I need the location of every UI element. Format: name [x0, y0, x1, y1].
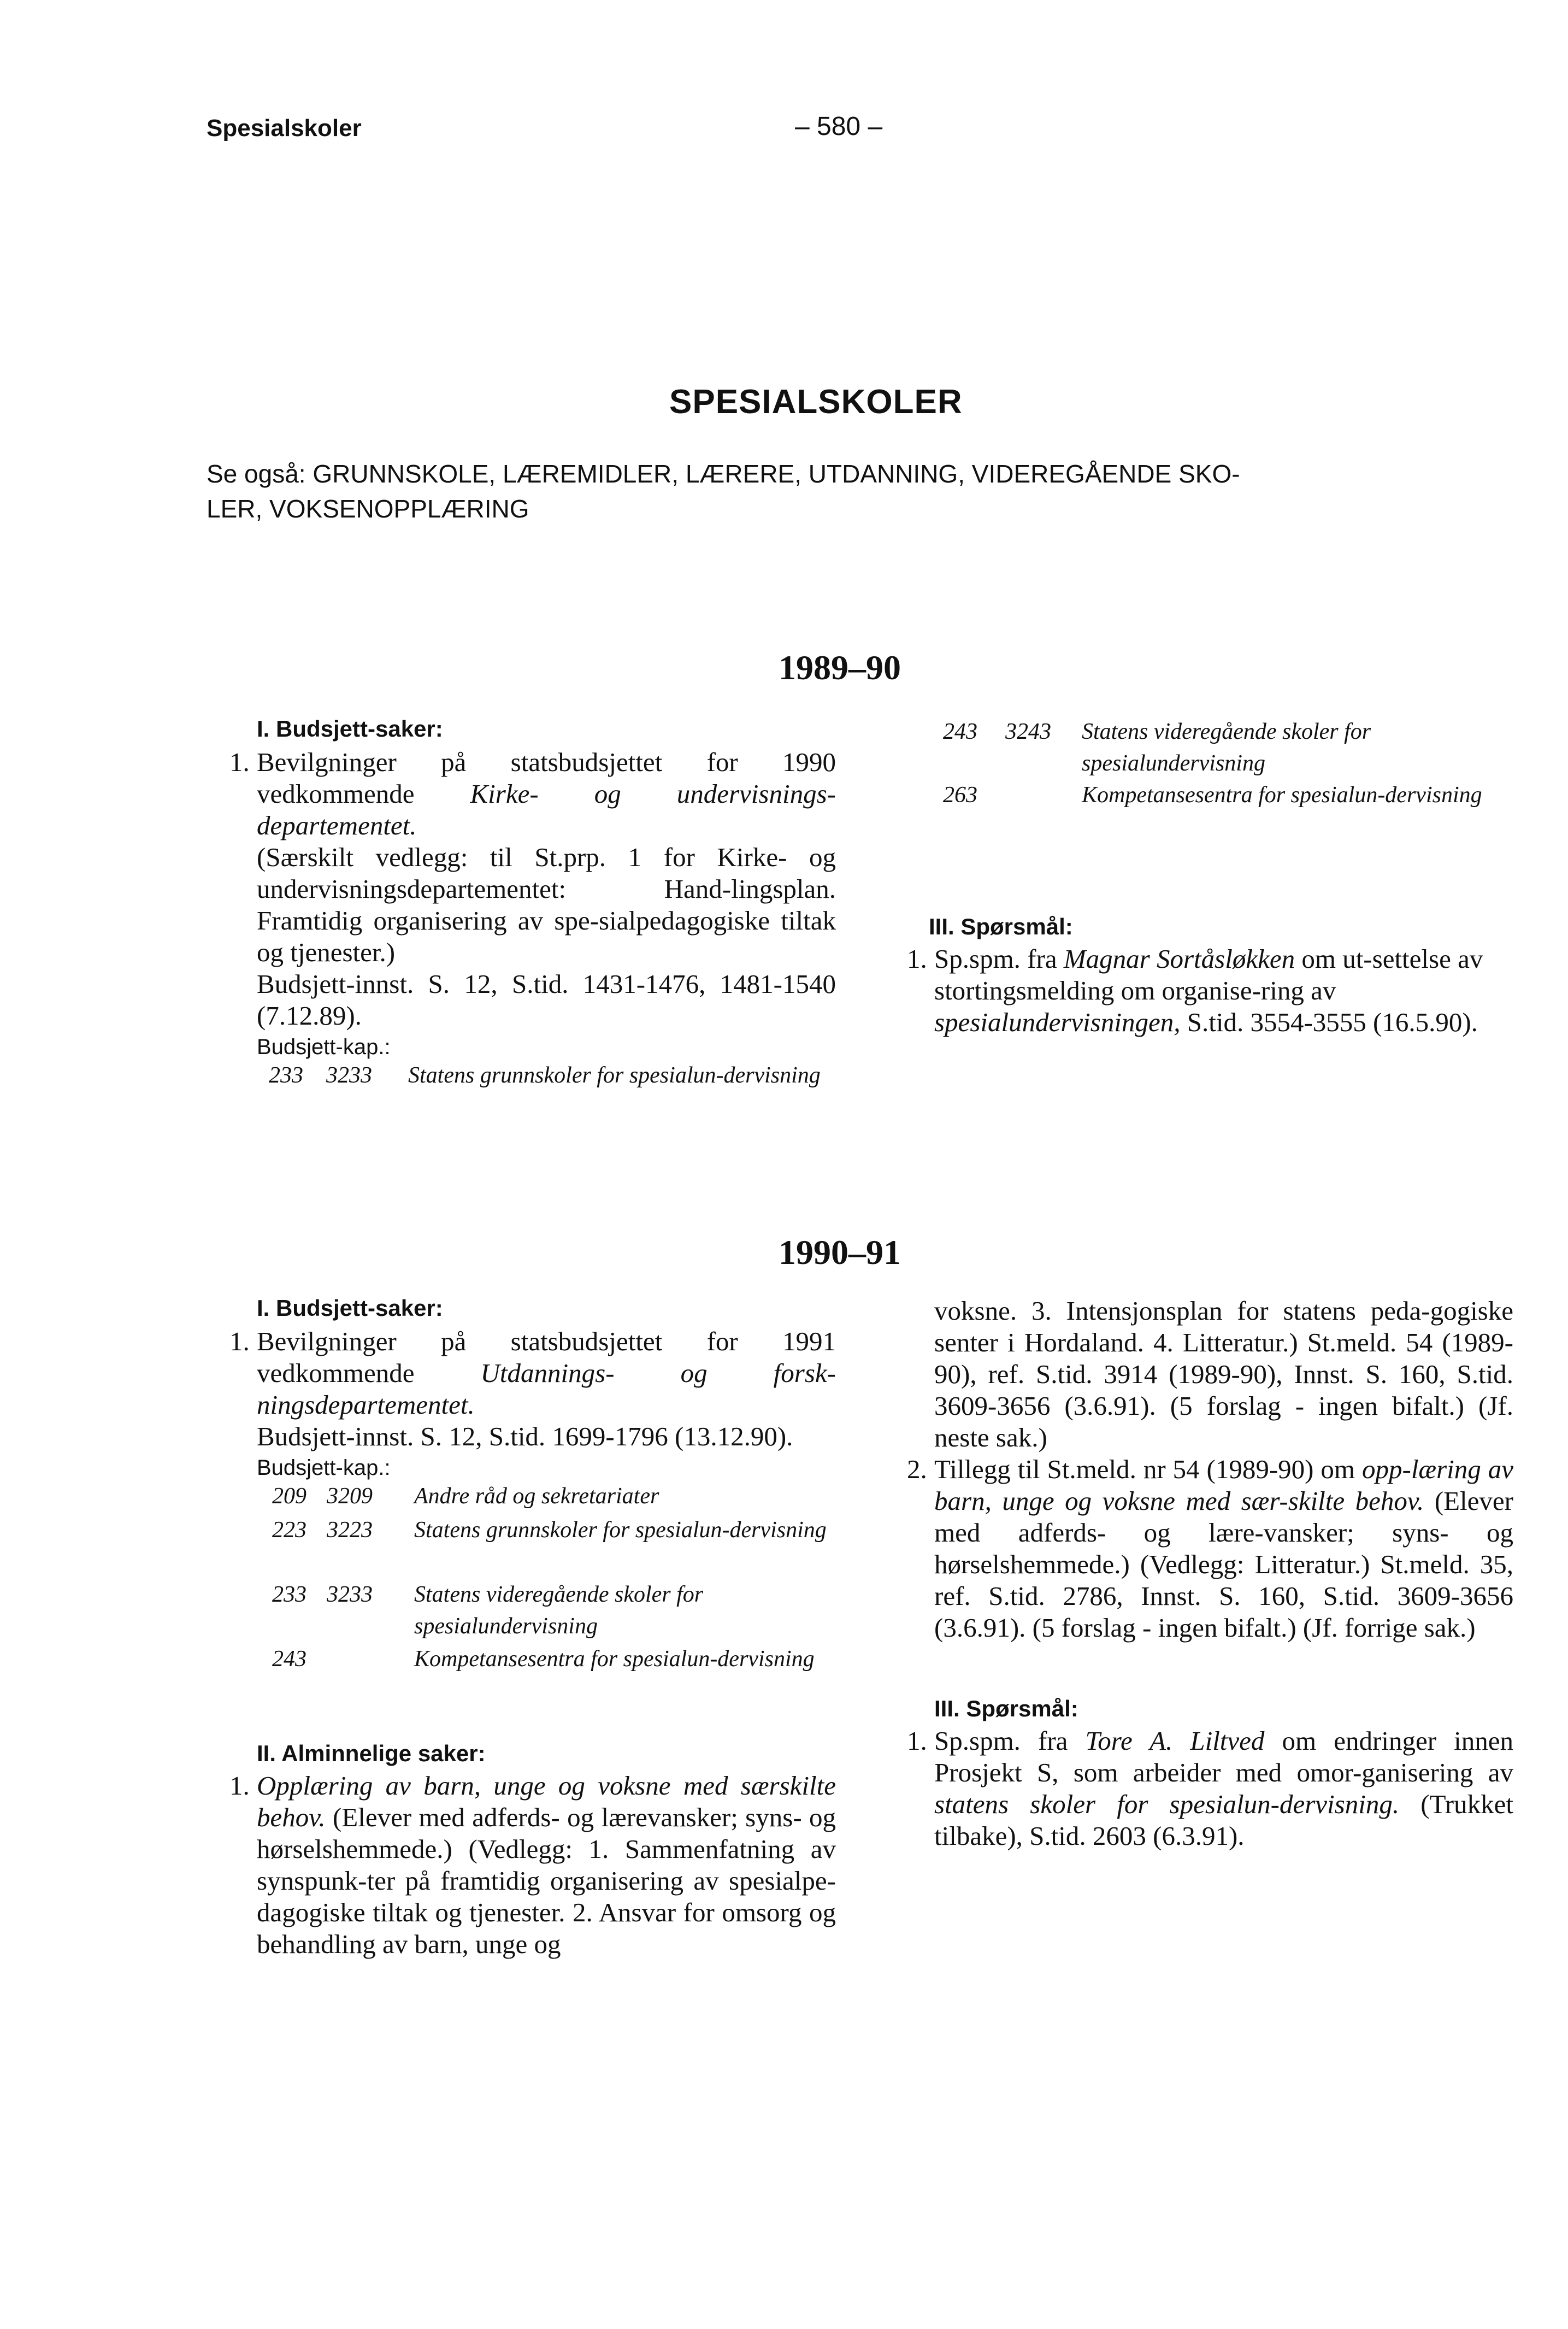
- item-text-italic: statens skoler for spesialun-dervisning.: [934, 1789, 1400, 1819]
- kap-row: [272, 1579, 836, 1643]
- kap-label: Budsjett-kap.:: [257, 1035, 391, 1059]
- item-text-italic: Kirke- og undervisnings-departementet.: [257, 779, 836, 840]
- kap-post: 3233: [326, 1063, 372, 1088]
- kap-row: [272, 1643, 836, 1708]
- kap-row: [907, 779, 1513, 843]
- list-item: [907, 1725, 1513, 1852]
- item-text: Sp.spm. fra: [934, 1726, 1086, 1756]
- kap-number: 209: [272, 1484, 306, 1509]
- item-text-italic: Utdannings- og forsk-ningsdepartementet.: [257, 1358, 836, 1420]
- kap-list: [269, 1060, 836, 1123]
- section-heading-sporsmal: III. Spørsmål:: [934, 1696, 1078, 1721]
- kap-number: 263: [943, 783, 977, 808]
- list-item-continued: voksne. 3. Intensjonsplan for statens peda-gogiske senter i Hordaland. 4. Litteratur.) St.meld. 54 (1989-90), ref. S.tid. 3914 (1989-90), Innst. S. 160, S.tid. 3609-3656 (3.6.91). (5 forslag - ingen bifalt.) (Jf. neste sak.): [934, 1296, 1513, 1452]
- item-text-italic: opp-læring av barn, unge og voksne med sær-skilte behov.: [934, 1454, 1513, 1516]
- item-number: 2.: [907, 1454, 927, 1484]
- list-item: [907, 1454, 1513, 1644]
- item-number: 1.: [229, 1326, 250, 1356]
- item-text: Budsjett-innst. S. 12, S.tid. 1699-1796 (13.12.90).: [257, 1421, 793, 1451]
- year-heading-1990-91: 1990–91: [779, 1233, 901, 1272]
- kap-row: [272, 1480, 836, 1514]
- section-heading-budsjett: I. Budsjett-saker:: [257, 716, 443, 742]
- kap-post: 3209: [327, 1484, 373, 1509]
- kap-list: [272, 1480, 836, 1708]
- item-text: Bevilgninger på statsbudsjettet for 1991 vedkommende: [257, 1326, 836, 1388]
- kap-text: Statens videregående skoler for spesialundervisning: [414, 1582, 704, 1639]
- kap-text: Andre råd og sekretariater: [414, 1484, 659, 1509]
- section-1990-right: [907, 1295, 1513, 1852]
- page-number: – 580 –: [795, 112, 883, 141]
- item-text-italic: Opplæring av barn, unge og voksne med særskilte behov.: [257, 1771, 836, 1832]
- section-heading-alminnelige: II. Alminnelige saker:: [257, 1740, 486, 1766]
- kap-post: 3223: [327, 1518, 373, 1543]
- item-text: Sp.spm. fra: [934, 944, 1064, 974]
- item-text: (Trukket tilbake), S.tid. 2603 (6.3.91).: [934, 1789, 1513, 1851]
- kap-number: 243: [272, 1646, 306, 1672]
- item-text: (Elever med adferds- og lærevansker; syns- og hørselshemmede.) (Vedlegg: 1. Sammenfatning av synspunk-ter på framtidig organisering av spesialpe-dagogiske tiltak og tjenester. 2. Ansvar for omsorg og behandling av barn, unge og: [257, 1802, 836, 1959]
- kap-row: [272, 1514, 836, 1579]
- item-number: 1.: [907, 1726, 927, 1756]
- see-also-line-2: LER, VOKSENOPPLÆRING: [207, 495, 529, 523]
- kap-row: [907, 716, 1513, 779]
- running-title: Spesialskoler: [207, 115, 362, 142]
- year-heading-1989-90: 1989–90: [779, 648, 901, 687]
- item-text-italic: Tore A. Liltved: [1085, 1726, 1265, 1756]
- list-item: [229, 746, 836, 1032]
- item-number: 1.: [229, 747, 250, 777]
- item-text: om ut-settelse av stortingsmelding om organise-ring av: [934, 944, 1483, 1005]
- section-1989-left: [229, 716, 836, 1123]
- kap-post: 3233: [327, 1582, 373, 1607]
- item-text: Tillegg til St.meld. nr 54 (1989-90) om: [934, 1454, 1362, 1484]
- list-item: [229, 1770, 836, 1960]
- item-text: om endringer innen Prosjekt S, som arbeider med omor-ganisering av: [934, 1726, 1513, 1787]
- item-text: Budsjett-innst. S. 12, S.tid. 1431-1476, 1481-1540 (7.12.89).: [257, 969, 836, 1031]
- kap-label: Budsjett-kap.:: [257, 1456, 391, 1480]
- kap-text: Kompetansesentra for spesialun-dervisning: [1082, 783, 1482, 808]
- kap-row: [269, 1060, 836, 1123]
- item-text: S.tid. 3554-3555 (16.5.90).: [1180, 1007, 1478, 1037]
- section-heading-budsjett: I. Budsjett-saker:: [257, 1295, 443, 1321]
- kap-number: 243: [943, 719, 977, 744]
- page-title: SPESIALSKOLER: [669, 383, 963, 421]
- kap-text: Statens grunnskoler for spesialun-dervisning: [414, 1518, 827, 1543]
- list-item: [229, 1326, 836, 1452]
- kap-text: Statens grunnskoler for spesialun-dervisning: [408, 1063, 821, 1088]
- kap-post: 3243: [1005, 719, 1051, 744]
- item-text: (Særskilt vedlegg: til St.prp. 1 for Kirke- og undervisningsdepartementet: Hand-lingsplan. Framtidig organisering av spe-sialpedagogiske tiltak og tjenester.): [257, 842, 836, 967]
- section-1989-right: [907, 716, 1513, 1038]
- kap-number: 233: [272, 1582, 306, 1607]
- kap-text: Kompetansesentra for spesialun-dervisning: [414, 1646, 815, 1672]
- section-1990-left: [229, 1295, 836, 1960]
- item-text: Bevilgninger på statsbudsjettet for 1990 vedkommende: [257, 747, 836, 809]
- item-number: 1.: [907, 944, 927, 974]
- item-text: (Elever med adferds- og lære-vansker; syns- og hørselshemmede.) (Vedlegg: Litteratur.) St.meld. 35, ref. S.tid. 2786, Innst. S. 160, S.tid. 3609-3656 (3.6.91). (5 forslag - ingen bifalt.) (Jf. forrige sak.): [934, 1486, 1513, 1643]
- item-text-italic: spesialundervisningen,: [934, 1007, 1181, 1037]
- item-number: 1.: [229, 1771, 250, 1801]
- see-also-line-1: Se også: GRUNNSKOLE, LÆREMIDLER, LÆRERE, UTDANNING, VIDEREGÅENDE SKO-: [207, 460, 1240, 488]
- item-text-italic: Magnar Sortåsløkken: [1063, 944, 1295, 974]
- section-heading-sporsmal: III. Spørsmål:: [929, 914, 1073, 939]
- kap-number: 223: [272, 1518, 306, 1543]
- kap-text: Statens videregående skoler for spesialundervisning: [1082, 719, 1371, 776]
- kap-list: [907, 716, 1513, 843]
- kap-number: 233: [269, 1063, 303, 1088]
- list-item: [907, 943, 1524, 1038]
- see-also: [207, 456, 1518, 526]
